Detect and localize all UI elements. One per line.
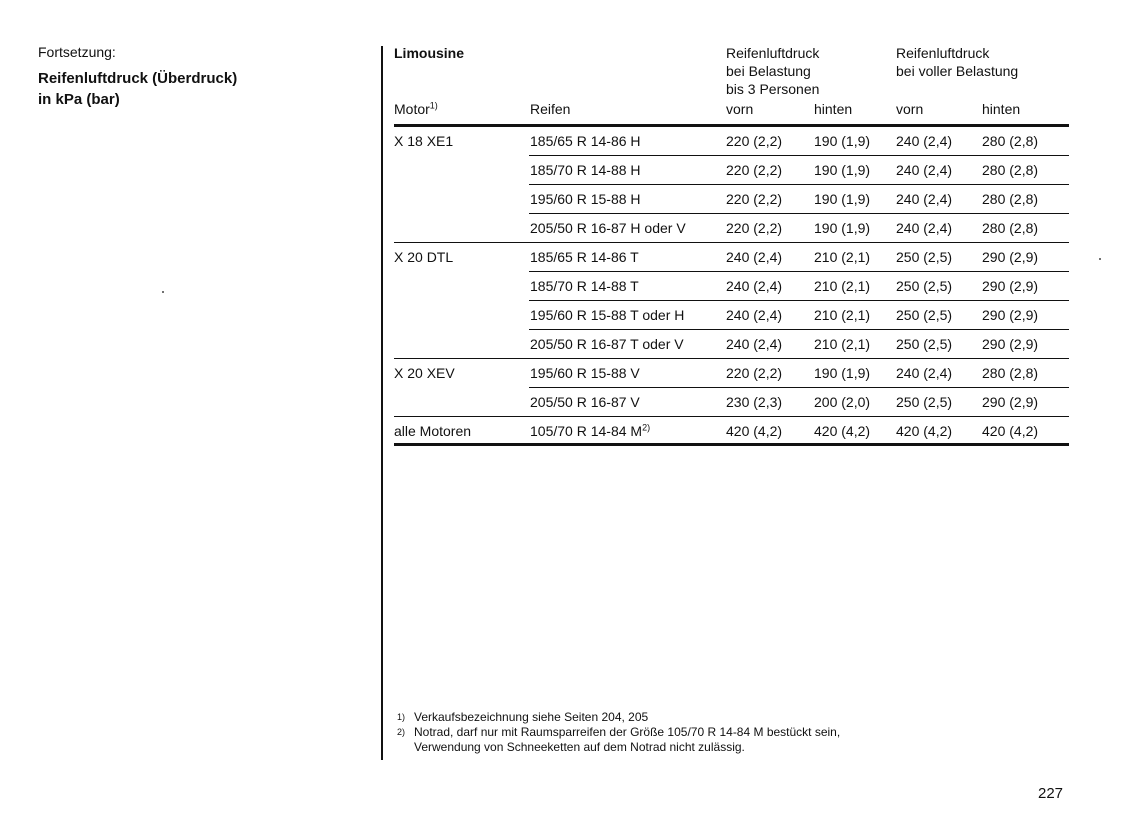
groupfull-line-1: Reifenluftdruck: [896, 45, 990, 61]
front-full-cell: 250 (2,5): [896, 278, 953, 294]
footnote-2-mark: 2): [397, 727, 406, 737]
col-header-rear-3: hinten: [814, 101, 853, 117]
motor-cell: alle Motoren: [394, 423, 472, 439]
rear-3-cell: 210 (2,1): [814, 307, 871, 323]
front-full-cell: 240 (2,4): [896, 365, 953, 381]
front-full-cell: 240 (2,4): [896, 133, 953, 149]
front-full-cell: 240 (2,4): [896, 162, 953, 178]
motor-cell: X 18 XE1: [394, 133, 454, 149]
footnote-ref-1: 1): [429, 100, 438, 111]
rear-3-cell: 210 (2,1): [814, 249, 871, 265]
col-header-front-3: vorn: [726, 101, 754, 117]
rear-full-cell: 420 (4,2): [982, 423, 1039, 439]
rear-3-cell: 190 (1,9): [814, 191, 871, 207]
front-3-cell: 220 (2,2): [726, 365, 783, 381]
group3-line-3: bis 3 Personen: [726, 81, 820, 97]
table-row: [394, 156, 1069, 185]
rear-full-cell: 290 (2,9): [982, 394, 1039, 410]
table-row: [394, 330, 1069, 359]
table-header: [394, 44, 1069, 118]
front-3-cell: 240 (2,4): [726, 249, 783, 265]
page-title-line-2: in kPa (bar): [38, 91, 120, 108]
tire-cell: 205/50 R 16-87 H oder V: [530, 220, 686, 236]
rear-full-cell: 290 (2,9): [982, 278, 1039, 294]
rear-3-cell: 200 (2,0): [814, 394, 871, 410]
rear-3-cell: 190 (1,9): [814, 162, 871, 178]
continuation-label: Fortsetzung:: [38, 44, 116, 60]
front-full-cell: 420 (4,2): [896, 423, 953, 439]
col-header-tire: Reifen: [530, 101, 571, 117]
rear-3-cell: 190 (1,9): [814, 133, 871, 149]
front-3-cell: 220 (2,2): [726, 133, 783, 149]
front-full-cell: 250 (2,5): [896, 307, 953, 323]
footnote-ref-2: 2): [642, 422, 651, 433]
front-full-cell: 250 (2,5): [896, 336, 953, 352]
rear-3-cell: 190 (1,9): [814, 365, 871, 381]
rear-full-cell: 280 (2,8): [982, 365, 1039, 381]
tire-text: 105/70 R 14-84 M: [530, 423, 643, 439]
motor-cell: X 20 DTL: [394, 249, 454, 265]
rear-full-cell: 280 (2,8): [982, 133, 1039, 149]
rear-3-cell: 210 (2,1): [814, 278, 871, 294]
tire-cell: 195/60 R 15-88 H: [530, 191, 641, 207]
tire-cell: 195/60 R 15-88 T oder H: [530, 307, 685, 323]
tire-cell: 185/70 R 14-88 H: [530, 162, 641, 178]
groupfull-line-2: bei voller Belastung: [896, 63, 1019, 79]
page-number: 227: [1038, 785, 1064, 802]
table-bottom-rule: [394, 443, 1069, 446]
footnote-1-text: Verkaufsbezeichnung siehe Seiten 204, 205: [414, 710, 649, 724]
rear-full-cell: 290 (2,9): [982, 249, 1039, 265]
front-3-cell: 220 (2,2): [726, 220, 783, 236]
rear-full-cell: 280 (2,8): [982, 220, 1039, 236]
rear-full-cell: 280 (2,8): [982, 191, 1039, 207]
table-row: [394, 417, 1069, 446]
col-header-front-full: vorn: [896, 101, 924, 117]
page-title-line-1: Reifenluftdruck (Überdruck): [38, 70, 238, 87]
group3-line-1: Reifenluftdruck: [726, 45, 820, 61]
front-3-cell: 240 (2,4): [726, 336, 783, 352]
front-full-cell: 250 (2,5): [896, 394, 953, 410]
front-3-cell: 230 (2,3): [726, 394, 783, 410]
tire-cell: 185/65 R 14-86 T: [530, 249, 639, 265]
table-row: [394, 388, 1069, 417]
side-heading: [38, 44, 237, 110]
footnote-2-text-line-1: Notrad, darf nur mit Raumsparreifen der Größe 105/70 R 14-84 M bestückt sein,: [414, 725, 841, 739]
rear-full-cell: 280 (2,8): [982, 162, 1039, 178]
front-3-cell: 220 (2,2): [726, 191, 783, 207]
tire-cell: 195/60 R 15-88 V: [530, 365, 640, 381]
footnote-1: [397, 710, 840, 725]
col-header-motor: [394, 100, 438, 118]
front-3-cell: 240 (2,4): [726, 307, 783, 323]
column-divider: [381, 46, 383, 760]
tire-cell: [530, 423, 650, 439]
rear-full-cell: 290 (2,9): [982, 336, 1039, 352]
speck-mark: [162, 291, 164, 293]
footnotes: [397, 710, 840, 755]
table-row: [394, 272, 1069, 301]
rear-3-cell: 210 (2,1): [814, 336, 871, 352]
tire-cell: 205/50 R 16-87 T oder V: [530, 336, 684, 352]
motor-cell: X 20 XEV: [394, 365, 455, 381]
tire-pressure-table: [394, 44, 1069, 446]
speck-mark: [1099, 258, 1101, 260]
table-row: [394, 127, 1069, 156]
table-row: [394, 301, 1069, 330]
col-header-rear-full: hinten: [982, 101, 1021, 117]
rear-3-cell: 190 (1,9): [814, 220, 871, 236]
front-3-cell: 220 (2,2): [726, 162, 783, 178]
group3-line-2: bei Belastung: [726, 63, 811, 79]
front-3-cell: 240 (2,4): [726, 278, 783, 294]
table-row: [394, 185, 1069, 214]
section-label: Limousine: [394, 45, 465, 61]
group-header-full-load: [896, 44, 1018, 80]
front-full-cell: 240 (2,4): [896, 220, 953, 236]
table-row: [394, 214, 1069, 243]
front-3-cell: 420 (4,2): [726, 423, 783, 439]
footnote-2-text-line-2: Verwendung von Schneeketten auf dem Notrad nicht zulässig.: [414, 740, 745, 754]
group-header-3-persons: [726, 44, 819, 98]
rear-full-cell: 290 (2,9): [982, 307, 1039, 323]
tire-cell: 205/50 R 16-87 V: [530, 394, 640, 410]
front-full-cell: 240 (2,4): [896, 191, 953, 207]
col-motor-label: Motor: [394, 101, 430, 117]
footnote-1-mark: 1): [397, 712, 406, 722]
tire-cell: 185/65 R 14-86 H: [530, 133, 641, 149]
table-row: [394, 243, 1069, 272]
footnote-2: [397, 725, 840, 755]
front-full-cell: 250 (2,5): [896, 249, 953, 265]
tire-cell: 185/70 R 14-88 T: [530, 278, 639, 294]
rear-3-cell: 420 (4,2): [814, 423, 871, 439]
table-row: [394, 359, 1069, 388]
